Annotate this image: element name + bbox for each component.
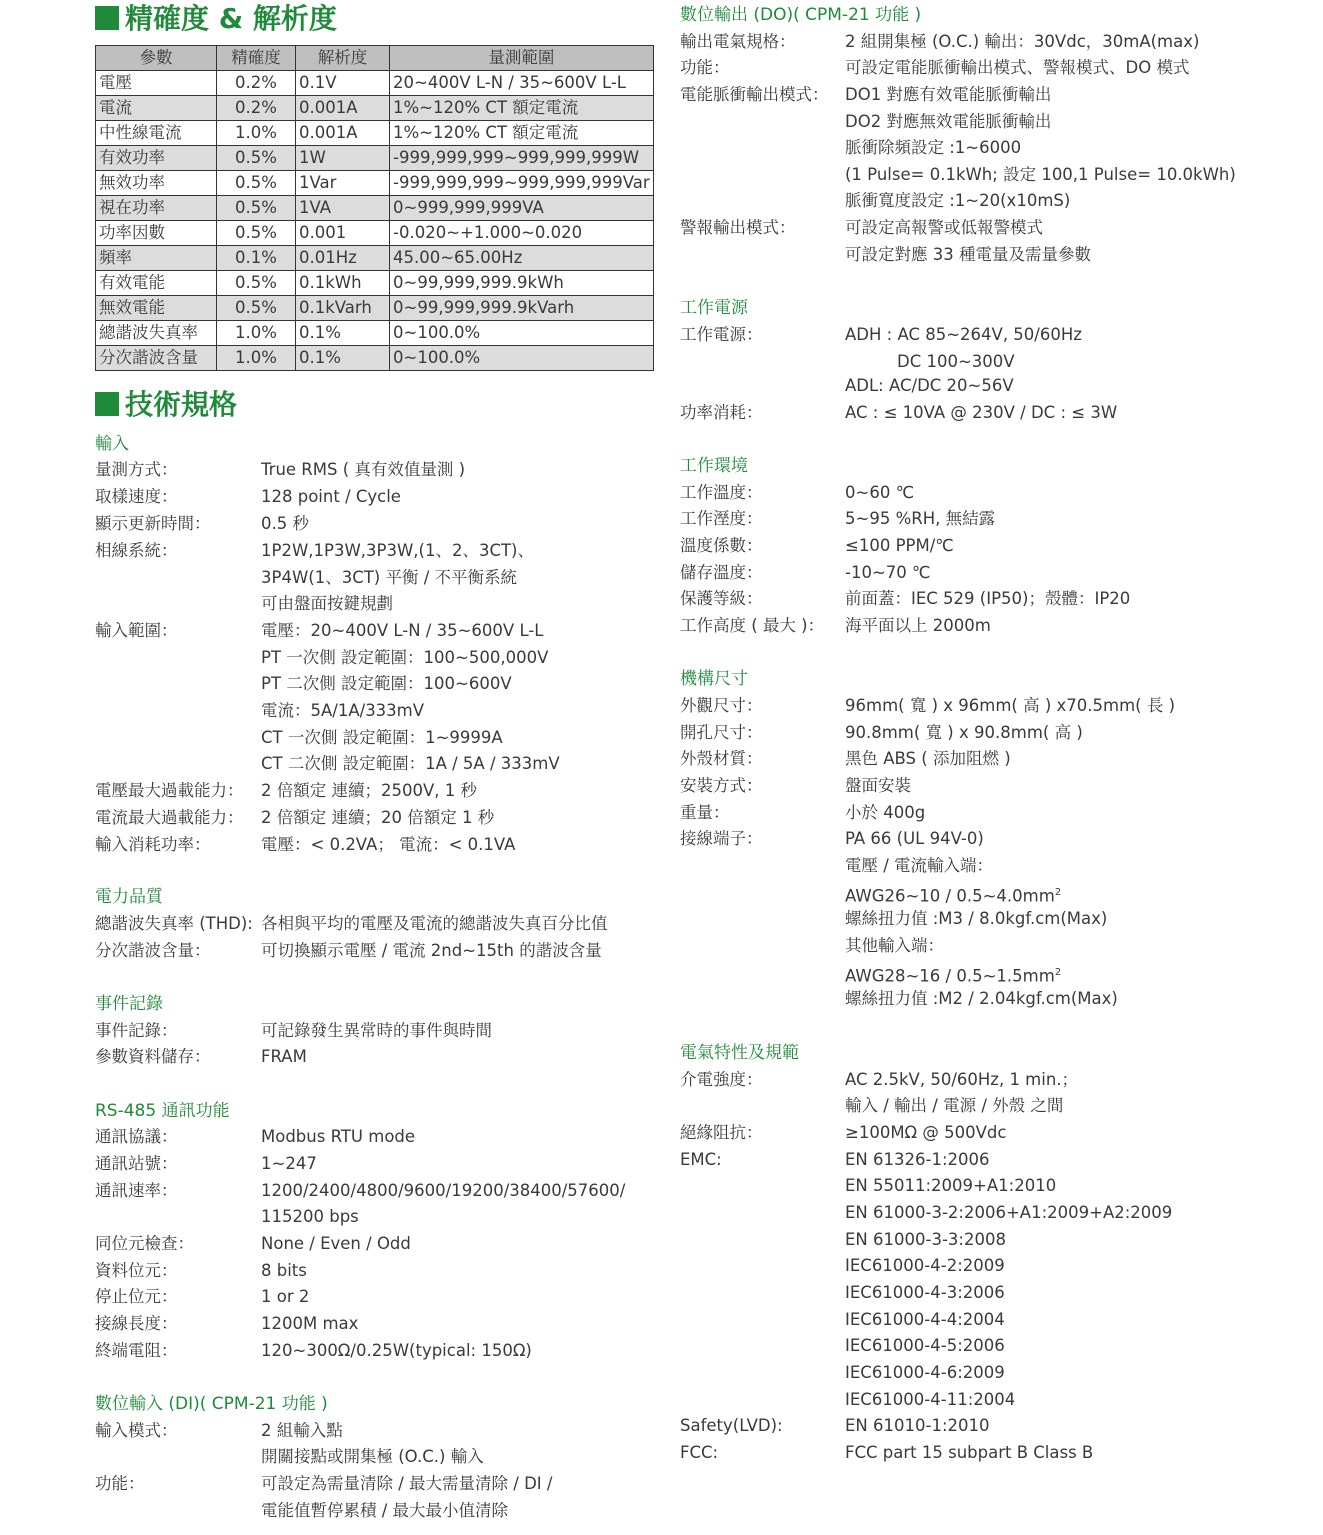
accuracy-table — [95, 45, 654, 371]
spec-value: -10~70 ℃ — [845, 563, 931, 582]
table-cell: 電流 — [96, 96, 217, 121]
spec-label: 警報輸出模式： — [680, 218, 796, 237]
table-cell: -999,999,999~999,999,999Var — [390, 171, 654, 196]
spec-value: 120~300Ω/0.25W(typical: 150Ω) — [261, 1341, 532, 1360]
spec-value: ≤100 PPM/℃ — [845, 536, 954, 555]
spec-label: 工作電源： — [680, 325, 763, 344]
table-row — [96, 321, 654, 346]
table-row — [96, 271, 654, 296]
spec-label: 停止位元： — [95, 1287, 178, 1306]
spec-value: 電能值暫停累積 / 最大最小值清除 — [261, 1501, 509, 1520]
spec-value: 可設定電能脈衝輸出模式、警報模式、DO 模式 — [845, 58, 1190, 77]
table-cell: 0.001A — [296, 121, 390, 146]
spec-value: 1200/2400/4800/9600/19200/38400/57600/ — [261, 1181, 626, 1200]
spec-value: 5~95 %RH, 無結露 — [845, 509, 996, 528]
spec-value: IEC61000-4-3:2006 — [845, 1283, 1005, 1302]
spec-label: 取樣速度： — [95, 487, 178, 506]
spec-value: 電壓：< 0.2VA； 電流：< 0.1VA — [261, 835, 516, 854]
table-cell: 1%~120% CT 額定電流 — [390, 96, 654, 121]
table-cell: 0.001 — [296, 221, 390, 246]
spec-label: 接線端子： — [680, 829, 763, 848]
spec-value: DO1 對應有效電能脈衝輸出 — [845, 85, 1052, 104]
spec-label: 總諧波失真率 (THD): — [95, 914, 253, 933]
table-row — [96, 121, 654, 146]
table-row — [96, 296, 654, 321]
spec-value: AC 2.5kV, 50/60Hz, 1 min.； — [845, 1070, 1079, 1089]
table-cell: 0.5% — [217, 221, 296, 246]
spec-value: AWG26~10 / $0.5\sim 4.0mm^2$ — [845, 886, 1062, 906]
table-cell: 1VA — [296, 196, 390, 221]
spec-value: PT 二次側 設定範圍：100~600V — [261, 674, 512, 693]
table-row — [96, 346, 654, 371]
table-cell: 0~99,999,999.9kWh — [390, 271, 654, 296]
table-cell: 電壓 — [96, 71, 217, 96]
spec-label: 電壓最大過載能力： — [95, 781, 244, 800]
heading-square-icon — [95, 392, 119, 416]
table-row — [96, 196, 654, 221]
table-cell: 總諧波失真率 — [96, 321, 217, 346]
accuracy-heading: 精確度 & 解析度 — [95, 2, 337, 36]
spec-value: 1200M max — [261, 1314, 359, 1333]
table-cell: 0.2% — [217, 71, 296, 96]
spec-label: 資料位元： — [95, 1261, 178, 1280]
table-cell: 無效電能 — [96, 296, 217, 321]
spec-value: EN 61010-1:2010 — [845, 1416, 990, 1435]
spec-value: CT 一次側 設定範圍：1~9999A — [261, 728, 503, 747]
table-cell: 0.5% — [217, 146, 296, 171]
spec-label: 通訊協議： — [95, 1127, 178, 1146]
table-header-row — [96, 46, 654, 71]
table-cell: 0.5% — [217, 171, 296, 196]
do-section-title: 數位輸出 (DO)( CPM-21 功能 ) — [680, 5, 922, 25]
spec-value: Modbus RTU mode — [261, 1127, 416, 1146]
table-cell: 1.0% — [217, 321, 296, 346]
spec-label: 重量： — [680, 803, 730, 822]
table-cell: 0.1% — [296, 321, 390, 346]
table-cell: -0.020~+1.000~0.020 — [390, 221, 654, 246]
spec-value: FRAM — [261, 1047, 307, 1066]
spec-value: ADH : AC 85~264V, 50/60Hz — [845, 325, 1082, 344]
table-cell: 有效功率 — [96, 146, 217, 171]
table-cell: 1.0% — [217, 346, 296, 371]
spec-value: 小於 400g — [845, 803, 926, 822]
spec-value: IEC61000-4-11:2004 — [845, 1390, 1016, 1409]
spec-value: 各相與平均的電壓及電流的總諧波失真百分比值 — [261, 914, 608, 933]
column-header: 參數 — [96, 46, 217, 71]
table-cell: 分次諧波含量 — [96, 346, 217, 371]
spec-value: 8 bits — [261, 1261, 307, 1280]
input-section-title: 輸入 — [95, 434, 129, 454]
spec-label: 介電強度： — [680, 1070, 763, 1089]
table-row — [96, 221, 654, 246]
table-cell: 0.01Hz — [296, 246, 390, 271]
spec-value: IEC61000-4-2:2009 — [845, 1256, 1005, 1275]
column-header: 解析度 — [296, 46, 390, 71]
table-cell: -999,999,999~999,999,999W — [390, 146, 654, 171]
spec-value: 2 倍額定 連續；2500V, 1 秒 — [261, 781, 477, 800]
spec-label: 輸入模式： — [95, 1421, 178, 1440]
spec-label: 工作溼度： — [680, 509, 763, 528]
spec-value: IEC61000-4-6:2009 — [845, 1363, 1005, 1382]
spec-label: 相線系統： — [95, 541, 178, 560]
heading-square-icon — [95, 6, 119, 30]
spec-value: 2 組開集極 (O.C.) 輸出：30Vdc，30mA(max) — [845, 32, 1200, 51]
spec-label: EMC: — [680, 1150, 722, 1169]
spec-label: 電流最大過載能力： — [95, 808, 244, 827]
spec-value: 3P4W(1、3CT) 平衡 / 不平衡系統 — [261, 568, 518, 587]
rs485-section-title: RS-485 通訊功能 — [95, 1101, 230, 1121]
spec-label: 儲存溫度： — [680, 563, 763, 582]
spec-value: IEC61000-4-5:2006 — [845, 1336, 1005, 1355]
spec-value: 可設定高報警或低報警模式 — [845, 218, 1043, 237]
spec-value: 可設定為需量清除 / 最大需量清除 / DI / — [261, 1474, 553, 1493]
spec-label: 功率消耗： — [680, 403, 763, 422]
table-cell: 視在功率 — [96, 196, 217, 221]
spec-value: 可設定對應 33 種電量及需量參數 — [845, 245, 1091, 264]
env-section-title: 工作環境 — [680, 456, 748, 476]
spec-value: 黑色 ABS ( 添加阻燃 ) — [845, 749, 1011, 768]
spec-value: 脈衝除頻設定 :1~6000 — [845, 138, 1022, 157]
spec-value: ADL: AC/DC 20~56V — [845, 376, 1014, 395]
mech-section-title: 機構尺寸 — [680, 669, 748, 689]
table-row — [96, 171, 654, 196]
table-cell: 頻率 — [96, 246, 217, 271]
spec-value: 可由盤面按鍵規劃 — [261, 594, 393, 613]
spec-value: EN 61000-3-2:2006+A1:2009+A2:2009 — [845, 1203, 1173, 1222]
table-cell: 20~400V L-N / 35~600V L-L — [390, 71, 654, 96]
spec-value: 電壓：20~400V L-N / 35~600V L-L — [261, 621, 544, 640]
spec-label: 通訊速率： — [95, 1181, 178, 1200]
table-cell: 1%~120% CT 額定電流 — [390, 121, 654, 146]
spec-value: 128 point / Cycle — [261, 487, 401, 506]
spec-value: EN 61326-1:2006 — [845, 1150, 990, 1169]
spec-value: 1 or 2 — [261, 1287, 310, 1306]
spec-label: 絕緣阻抗： — [680, 1123, 763, 1142]
spec-value: 前面蓋：IEC 529 (IP50)；殼體：IP20 — [845, 589, 1131, 608]
table-cell: 0~999,999,999VA — [390, 196, 654, 221]
spec-value: 螺絲扭力值 :M3 / 8.0kgf.cm(Max) — [845, 909, 1108, 928]
table-row — [96, 246, 654, 271]
spec-value: EN 61000-3-3:2008 — [845, 1230, 1006, 1249]
event-section-title: 事件記錄 — [95, 994, 163, 1014]
spec-value: 海平面以上 2000m — [845, 616, 991, 635]
spec-value: 電壓 / 電流輸入端： — [845, 856, 994, 875]
spec-value: 90.8mm( 寬 ) x 90.8mm( 高 ) — [845, 723, 1083, 742]
table-cell: 無效功率 — [96, 171, 217, 196]
spec-value: 開關接點或開集極 (O.C.) 輸入 — [261, 1447, 484, 1466]
spec-value: 螺絲扭力值 :M2 / 2.04kgf.cm(Max) — [845, 989, 1118, 1008]
spec-value: 96mm( 寬 ) x 96mm( 高 ) x70.5mm( 長 ) — [845, 696, 1176, 715]
column-header: 精確度 — [217, 46, 296, 71]
spec-label: 功能： — [680, 58, 730, 77]
spec-value: 電流：5A/1A/333mV — [261, 701, 425, 720]
spec-value: 可記錄發生異常時的事件與時間 — [261, 1021, 492, 1040]
spec-value: DO2 對應無效電能脈衝輸出 — [845, 112, 1052, 131]
spec-value: AC : ≤ 10VA @ 230V / DC : ≤ 3W — [845, 403, 1118, 422]
di-section-title: 數位輸入 (DI)( CPM-21 功能 ) — [95, 1394, 328, 1414]
table-cell: 0~99,999,999.9kVarh — [390, 296, 654, 321]
table-cell: 0.1% — [296, 346, 390, 371]
spec-label: 開孔尺寸： — [680, 723, 763, 742]
spec-value: 1~247 — [261, 1154, 317, 1173]
spec-value: CT 二次側 設定範圍：1A / 5A / 333mV — [261, 754, 560, 773]
table-cell: 0.5% — [217, 271, 296, 296]
spec-value: 可切換顯示電壓 / 電流 2nd~15th 的諧波含量 — [261, 941, 602, 960]
table-cell: 1Var — [296, 171, 390, 196]
spec-value: 0.5 秒 — [261, 514, 309, 533]
spec-label: 輸出電氣規格： — [680, 32, 796, 51]
spec-value: IEC61000-4-4:2004 — [845, 1310, 1005, 1329]
table-cell: 0~100.0% — [390, 346, 654, 371]
table-cell: 有效電能 — [96, 271, 217, 296]
table-row — [96, 71, 654, 96]
table-cell: 45.00~65.00Hz — [390, 246, 654, 271]
table-cell: 0.1% — [217, 246, 296, 271]
spec-label: 電能脈衝輸出模式： — [680, 85, 829, 104]
spec-label: 量測方式： — [95, 460, 178, 479]
table-cell: 0.2% — [217, 96, 296, 121]
spec-value: 其他輸入端： — [845, 936, 944, 955]
spec-value: 2 倍額定 連續；20 倍額定 1 秒 — [261, 808, 495, 827]
spec-label: 輸入範圍： — [95, 621, 178, 640]
power-section-title: 工作電源 — [680, 298, 748, 318]
spec-label: 接線長度： — [95, 1314, 178, 1333]
spec-label: 分次諧波含量： — [95, 941, 211, 960]
spec-label: 通訊站號： — [95, 1154, 178, 1173]
spec-label: 安裝方式： — [680, 776, 763, 795]
spec-value: 脈衝寬度設定 :1~20(x10mS) — [845, 191, 1071, 210]
spec-value: 2 組輸入點 — [261, 1421, 343, 1440]
spec-value: EN 55011:2009+A1:2010 — [845, 1176, 1057, 1195]
spec-label: 輸入消耗功率： — [95, 835, 211, 854]
spec-value: 115200 bps — [261, 1207, 359, 1226]
table-cell: 1W — [296, 146, 390, 171]
table-cell: 中性線電流 — [96, 121, 217, 146]
specs-heading: 技術規格 — [95, 388, 237, 422]
table-cell: 0.1V — [296, 71, 390, 96]
quality-section-title: 電力品質 — [95, 887, 163, 907]
spec-label: 功能： — [95, 1474, 145, 1493]
spec-value: DC 100~300V — [897, 352, 1015, 371]
spec-label: 工作溫度： — [680, 483, 763, 502]
spec-value: PT 一次側 設定範圍：100~500,000V — [261, 648, 549, 667]
spec-value: 0~60 ℃ — [845, 483, 915, 502]
spec-label: 事件記錄： — [95, 1021, 178, 1040]
table-cell: 0~100.0% — [390, 321, 654, 346]
table-cell: 0.5% — [217, 196, 296, 221]
spec-value: 1P2W,1P3W,3P3W,(1、2、3CT)、 — [261, 541, 534, 560]
spec-value: ≥100MΩ @ 500Vdc — [845, 1123, 1007, 1142]
elec-section-title: 電氣特性及規範 — [680, 1043, 799, 1063]
table-cell: 0.1kWh — [296, 271, 390, 296]
spec-value: True RMS ( 真有效值量測 ) — [261, 460, 466, 479]
spec-label: 溫度係數： — [680, 536, 763, 555]
table-cell: 功率因數 — [96, 221, 217, 246]
table-row — [96, 96, 654, 121]
spec-value: (1 Pulse= 0.1kWh; 設定 100,1 Pulse= 10.0kWh) — [845, 165, 1236, 184]
spec-value: FCC part 15 subpart B Class B — [845, 1443, 1094, 1462]
table-row — [96, 146, 654, 171]
spec-label: 工作高度 ( 最大 )： — [680, 616, 825, 635]
spec-label: 外觀尺寸： — [680, 696, 763, 715]
spec-value: AWG28~16 / $0.5\sim 1.5mm^2$ — [845, 966, 1062, 986]
column-header: 量測範圍 — [390, 46, 654, 71]
spec-label: 顯示更新時間： — [95, 514, 211, 533]
spec-value: PA 66 (UL 94V-0) — [845, 829, 984, 848]
spec-label: 保護等級： — [680, 589, 763, 608]
spec-value: 盤面安裝 — [845, 776, 911, 795]
spec-label: 參數資料儲存： — [95, 1047, 211, 1066]
spec-label: Safety(LVD): — [680, 1416, 783, 1435]
spec-label: FCC: — [680, 1443, 719, 1462]
table-cell: 1.0% — [217, 121, 296, 146]
spec-label: 外殼材質： — [680, 749, 763, 768]
table-cell: 0.001A — [296, 96, 390, 121]
spec-value: None / Even / Odd — [261, 1234, 411, 1253]
spec-label: 終端電阻： — [95, 1341, 178, 1360]
spec-label: 同位元檢查： — [95, 1234, 194, 1253]
table-cell: 0.5% — [217, 296, 296, 321]
table-cell: 0.1kVarh — [296, 296, 390, 321]
spec-value: 輸入 / 輸出 / 電源 / 外殼 之間 — [845, 1096, 1064, 1115]
